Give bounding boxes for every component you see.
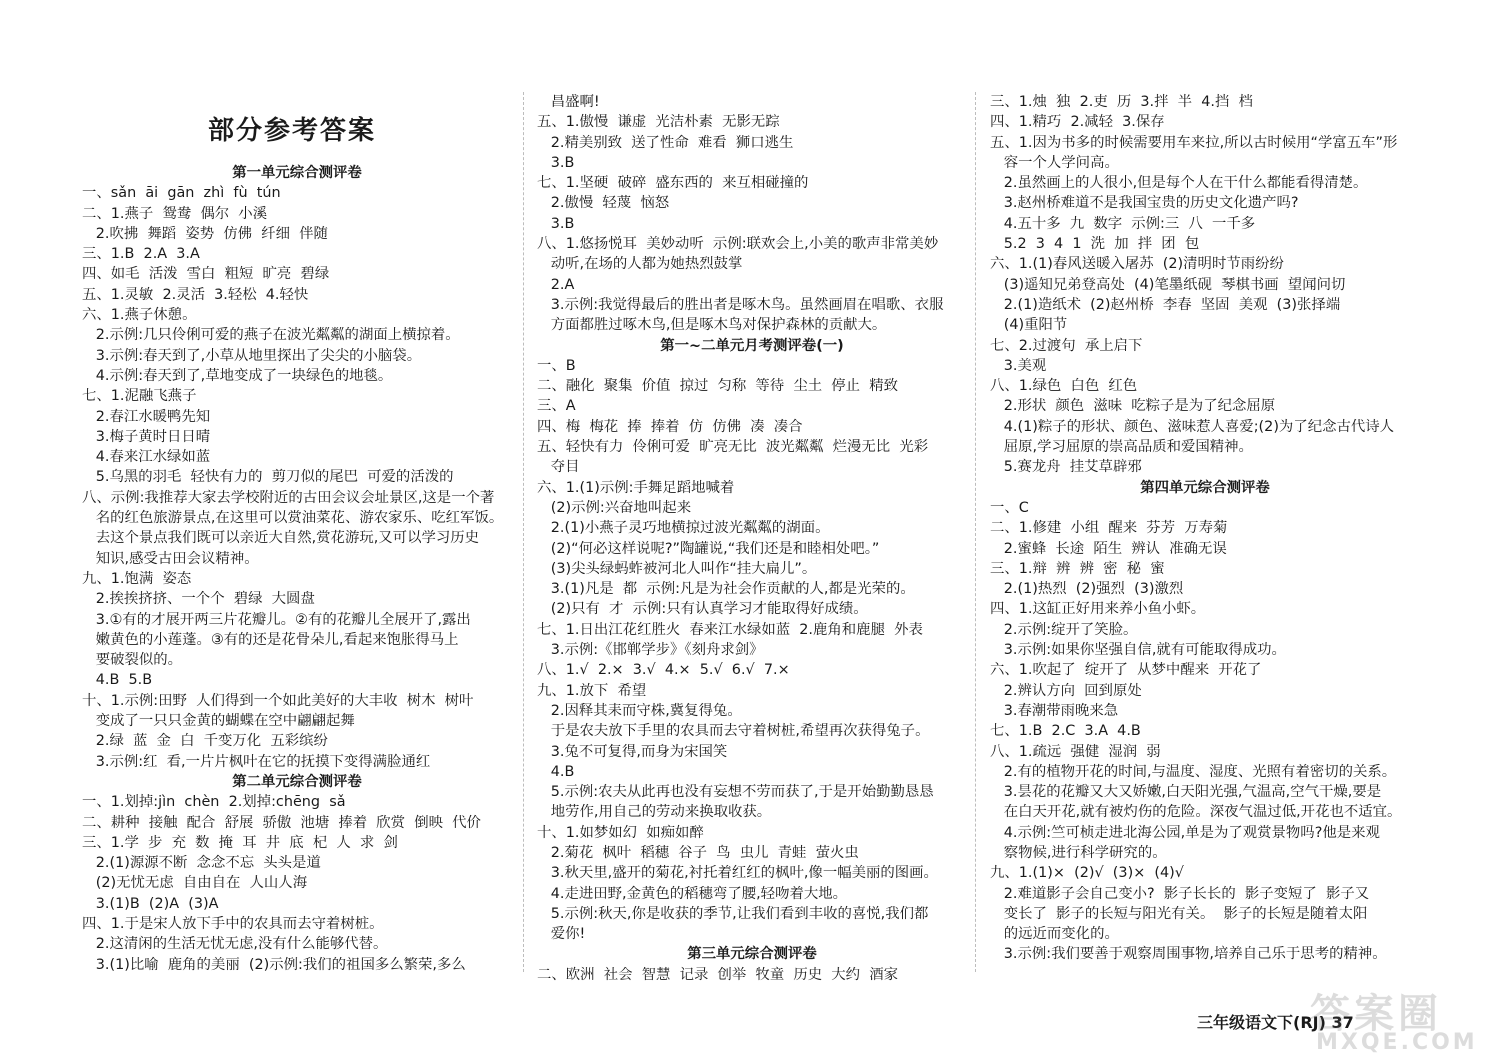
answer-line: 3.示例:我觉得最后的胜出者是啄木鸟。虽然画眉在唱歌、衣服 [537,296,944,313]
answer-line: (2)只有 才 示例:只有认真学习才能取得好成绩。 [537,601,868,618]
answer-line: 2.挨挨挤挤、一个个 碧绿 大圆盘 [82,591,315,608]
answer-line: 4.B 5.B [82,672,153,689]
answer-line: 七、1.坚硬 破碎 盛东西的 来互相碰撞的 [537,175,809,192]
answer-line: 九、1.饱满 姿态 [82,570,192,587]
answer-line: 六、1.吹起了 绽开了 从梦中醒来 开花了 [990,662,1262,679]
answer-line: 五、1.因为书多的时候需要用车来拉,所以古时候用“学富五车”形 [990,134,1398,151]
answer-line: 3.B [537,154,575,171]
answer-line: 七、1.泥融飞燕子 [82,388,197,405]
answer-line: 2.(1)源源不断 念念不忘 头头是道 [82,855,321,872]
answer-line: (2)“何必这样说呢?”陶罐说,“我们还是和睦相处吧。” [537,540,880,557]
answer-line: 2.因释其耒而守株,冀复得兔。 [537,702,742,719]
answer-line: 2.精美别致 送了性命 难看 狮口逃生 [537,134,794,151]
answer-line: 5.赛龙舟 挂艾草辟邪 [990,459,1142,476]
answer-line: 五、1.灵敏 2.灵活 3.轻松 4.轻快 [82,286,309,303]
column-divider [975,92,976,972]
answer-line: 一、1.划掉:jìn chèn 2.划掉:chēng sǎ [82,794,346,811]
answer-line: 4.示例:竺可桢走进北海公园,单是为了观赏景物吗?他是来观 [990,824,1380,841]
answer-line: 察物候,进行科学研究的。 [990,844,1167,861]
answer-line: 3.示例:我们要善于观察周围事物,培养自己乐于思考的精神。 [990,946,1387,963]
answer-line: 六、1.燕子休憩。 [82,307,197,324]
answer-line: (2)示例:兴奋地叫起来 [537,499,692,516]
answer-line: 十、1.示例:田野 人们得到一个如此美好的大丰收 树木 树叶 [82,692,474,709]
answer-line: 3.示例:如果你坚强自信,就有可能取得成功。 [990,642,1286,659]
answer-line: 变长了 影子的长短与阳光有关。 影子的长短是随着太阳 [990,905,1368,922]
answer-line: 七、1.B 2.C 3.A 4.B [990,723,1141,740]
answer-line: 地劳作,用自己的劳动来换取收获。 [537,804,772,821]
answer-line: 九、1.(1)× (2)√ (3)× (4)√ [990,865,1184,882]
answer-line: 四、梅 梅花 捧 捧着 仿 仿佛 凑 凑合 [537,418,803,435]
answer-line: 3.(1)凡是 都 示例:凡是为社会作贡献的人,都是光荣的。 [537,581,915,598]
watermark-text: 答案圈 [1310,991,1442,1037]
page-title: 部分参考答案 [207,116,376,146]
section-heading: 第三单元综合测评卷 [687,946,817,963]
answer-line: 四、1.精巧 2.减轻 3.保存 [990,114,1165,131]
section-heading: 第二单元综合测评卷 [232,773,362,790]
answer-line: 4.(1)粽子的形状、颜色、滋味惹人喜爱;(2)为了纪念古代诗人 [990,418,1395,435]
answer-line: 5.乌黑的羽毛 轻快有力的 剪刀似的尾巴 可爱的活泼的 [82,469,454,486]
answer-line: 六、1.(1)春风送暖入屠苏 (2)清明时节雨纷纷 [990,256,1284,273]
answer-line: 知识,感受古田会议精神。 [82,550,259,567]
answer-line: 3.示例:春天到了,小草从地里探出了尖尖的小脑袋。 [82,347,422,364]
answer-line: (4)重阳节 [990,317,1068,334]
answer-line: 三、1.辩 辨 辨 密 秘 蜜 [990,560,1165,577]
answer-line: 4.春来江水绿如蓝 [82,449,211,466]
answer-line: 2.有的植物开花的时间,与温度、湿度、光照有着密切的关系。 [990,763,1397,780]
answer-line: (3)尖头绿蚂蚱被河北人叫作“挂大扁儿”。 [537,560,817,577]
answer-line: 嫩黄色的小莲蓬。③有的还是花骨朵儿,看起来饱胀得马上 [82,631,459,648]
answer-line: 的远近而变化的。 [990,926,1119,943]
answer-line: 五、1.傲慢 谦虚 光洁朴素 无影无踪 [537,114,780,131]
answer-line: 4.B [537,763,575,780]
answer-line: 2.蜜蜂 长途 陌生 辨认 准确无误 [990,540,1227,557]
answer-line: 在白天开花,就有被灼伤的危险。深夜气温过低,开花也不适宜。 [990,804,1402,821]
answer-line: 二、欧洲 社会 智慧 记录 创举 牧童 历史 大约 酒家 [537,966,899,983]
answer-line: 2.难道影子会自己变小? 影子长长的 影子变短了 影子又 [990,885,1370,902]
answer-line: 3.(1)B (2)A (3)A [82,895,219,912]
answer-line: 去这个景点我们既可以亲近大自然,赏花游玩,又可以学习历史 [82,530,480,547]
section-heading: 第一单元综合测评卷 [232,165,362,181]
answer-line: 一、C [990,499,1029,516]
answer-line: 2.虽然画上的人很小,但是每个人在干什么都能看得清楚。 [990,175,1368,192]
answer-line: 四、如毛 活泼 雪白 粗短 旷亮 碧绿 [82,266,330,283]
answer-line: 3.美观 [990,357,1047,374]
page-footer: 三年级语文下(RJ) 37 [1197,1013,1354,1032]
answer-line: 夺目 [537,459,580,476]
answer-line: 要破裂似的。 [82,652,183,669]
answer-line: 4.示例:春天到了,草地变成了一块绿色的地毯。 [82,367,393,384]
answer-line: 2.吹拂 舞蹈 姿势 仿佛 纤细 伴随 [82,225,328,242]
answer-line: 3.B [537,215,575,232]
answer-line: 十、1.如梦如幻 如痴如醉 [537,824,704,841]
column-divider [523,92,524,972]
answer-line: 八、1.绿色 白色 红色 [990,378,1138,395]
answer-line: 2.辨认方向 回到原处 [990,682,1142,699]
answer-line: 2.A [537,276,575,293]
answer-line: 2.春江水暖鸭先知 [82,408,211,425]
answer-column-right [990,92,1420,965]
watermark-url: MXQE.COM [1316,1030,1478,1055]
answer-line: 3.昙花的花瓣又大又娇嫩,白天阳光强,气温高,空气干燥,要是 [990,784,1382,801]
answer-column-left [82,163,512,975]
answer-line: 七、1.日出江花红胜火 春来江水绿如蓝 2.鹿角和鹿腿 外表 [537,621,923,638]
answer-line: 屈原,学习屈原的崇高品质和爱国精神。 [990,439,1253,456]
answer-line: 三、1.学 步 充 数 掩 耳 井 底 杞 人 求 剑 [82,834,398,851]
answer-line: 七、2.过渡句 承上启下 [990,337,1143,354]
answer-line: 动听,在场的人都为她热烈鼓掌 [537,256,743,273]
answer-line: 一、B [537,357,576,374]
answer-line: 二、1.修建 小组 醒来 芬芳 万寿菊 [990,520,1228,537]
answer-line: 五、轻快有力 伶俐可爱 旷亮无比 波光粼粼 烂漫无比 光彩 [537,439,929,456]
answer-line: 3.秋天里,盛开的菊花,衬托着红红的枫叶,像一幅美丽的图画。 [537,865,938,882]
answer-line: 爱你! [537,926,586,943]
answer-line: 4.走进田野,金黄色的稻穗弯了腰,轻吻着大地。 [537,885,848,902]
answer-line: 二、耕种 接触 配合 舒展 骄傲 池塘 捧着 欣赏 倒映 代价 [82,814,481,831]
answer-line: (2)无忧无虑 自由自在 人山人海 [82,875,308,892]
answer-line: 六、1.(1)示例:手舞足蹈地喊着 [537,479,735,496]
answer-line: 2.示例:绽开了笑脸。 [990,621,1138,638]
answer-line: 二、1.燕子 鸳鸯 偶尔 小溪 [82,205,268,222]
answer-line: 2.绿 蓝 金 白 千变万化 五彩缤纷 [82,733,328,750]
answer-line: 八、1.悠扬悦耳 美妙动听 示例:联欢会上,小美的歌声非常美妙 [537,236,939,253]
answer-line: 3.梅子黄时日日晴 [82,428,211,445]
answer-line: 方面都胜过啄木鸟,但是啄木鸟对保护森林的贡献大。 [537,317,887,334]
answer-line: 3.赵州桥难道不是我国宝贵的历史文化遗产吗? [990,195,1299,212]
answer-line: 八、1.√ 2.× 3.√ 4.× 5.√ 6.√ 7.× [537,662,790,679]
answer-line: 3.(1)比喻 鹿角的美丽 (2)示例:我们的祖国多么繁荣,多么 [82,956,466,973]
answer-line: 变成了一只只金黄的蝴蝶在空中翩翩起舞 [82,713,355,730]
answer-line: 2.(1)热烈 (2)强烈 (3)激烈 [990,581,1184,598]
answer-line: 2.(1)造纸术 (2)赵州桥 李春 坚固 美观 (3)张择端 [990,296,1341,313]
section-heading: 第四单元综合测评卷 [1140,479,1270,496]
answer-line: 3.示例:红 看,一片片枫叶在它的抚摸下变得满脸通红 [82,753,431,770]
answer-line: 名的红色旅游景点,在这里可以赏油菜花、游农家乐、吃红军饭。 [82,510,504,527]
answer-line: 四、1.这缸正好用来养小鱼小虾。 [990,601,1206,618]
answer-line: 于是农夫放下手里的农具而去守着树桩,希望再次获得兔子。 [537,723,930,740]
answer-line: 3.兔不可复得,而身为宋国笑 [537,743,728,760]
section-heading: 第一~二单元月考测评卷(一) [660,337,844,354]
answer-line: 3.示例:《邯郸学步》《刻舟求剑》 [537,642,764,659]
answer-line: 四、1.于是宋人放下手中的农具而去守着树桩。 [82,915,384,932]
answer-line: 八、示例:我推荐大家去学校附近的古田会议会址景区,这是一个著 [82,489,495,506]
answer-line: 5.2 3 4 1 洗 加 拌 团 包 [990,236,1200,253]
answer-line: 二、融化 聚集 价值 掠过 匀称 等待 尘土 停止 精致 [537,378,899,395]
answer-line: 2.这清闲的生活无忧无虑,没有什么能够代替。 [82,936,388,953]
answer-line: (3)遥知兄弟登高处 (4)笔墨纸砚 琴棋书画 望闻问切 [990,276,1346,293]
answer-line: 一、sǎn āi gān zhì fù tún [82,185,281,202]
answer-line: 2.傲慢 轻蔑 恼怒 [537,195,670,212]
answer-line: 4.五十多 九 数字 示例:三 八 一千多 [990,215,1256,232]
answer-line: 三、A [537,398,576,415]
answer-line: 三、1.B 2.A 3.A [82,246,200,263]
answer-line: 5.示例:农夫从此再也没有妄想不劳而获了,于是开始勤勤恳恳 [537,784,934,801]
answer-line: 5.示例:秋天,你是收获的季节,让我们看到丰收的喜悦,我们都 [537,905,929,922]
answer-line: 九、1.放下 希望 [537,682,647,699]
answer-column-middle [537,92,967,985]
answer-line: 3.春潮带雨晚来急 [990,702,1119,719]
answer-line: 2.形状 颜色 滋味 吃粽子是为了纪念屈原 [990,398,1276,415]
answer-line: 八、1.疏远 强健 湿润 弱 [990,743,1161,760]
answer-line: 昌盛啊! [537,94,600,110]
answer-line: 3.①有的才展开两三片花瓣儿。②有的花瓣儿全展开了,露出 [82,611,471,628]
answer-line: 2.(1)小燕子灵巧地横掠过波光粼粼的湖面。 [537,520,830,537]
answer-line: 2.示例:几只伶俐可爱的燕子在波光粼粼的湖面上横掠着。 [82,327,460,344]
answer-line: 三、1.烛 独 2.吏 历 3.拌 半 4.挡 档 [990,94,1253,110]
answer-line: 容一个人学问高。 [990,154,1119,171]
answer-line: 2.菊花 枫叶 稻穗 谷子 鸟 虫儿 青蛙 萤火虫 [537,844,859,861]
